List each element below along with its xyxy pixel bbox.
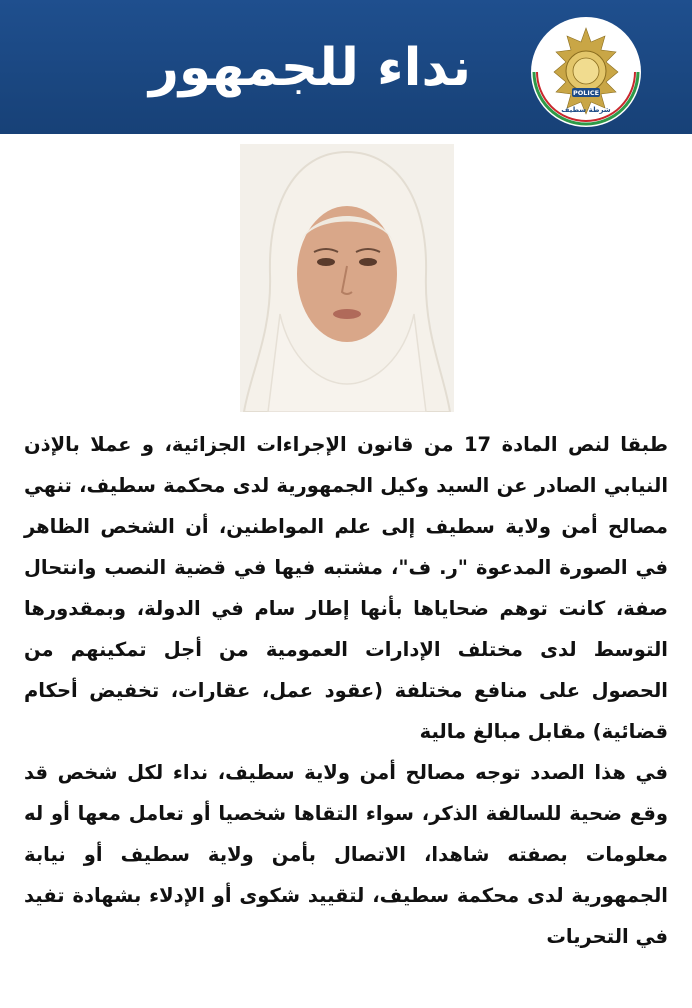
police-logo (530, 16, 642, 128)
notice-paragraph-1: طبقا لنص المادة 17 من قانون الإجراءات الجزائية، و عملا بالإذن النيابي الصادر عن السيد وكيل الجمهورية لدى محكمة سطيف، تنهي مصالح أمن ولاية سطيف إلى علم المواطنين، أن الشخص الظاهر في الصورة المدعوة "ر. ف"، مشتبه فيها في قضية النصب وانتحال صفة، كانت توهم ضحاياها بأنها إطار سام في الدولة، وبمقدورها التوسط لدى مختلف الإدارات العمومية من أجل تمكينهم من الحصول على منافع مختلفة (عقود عمل، عقارات، تخفيض أحكام قضائية) مقابل مبالغ مالية (24, 433, 668, 743)
notice-paragraph-2: في هذا الصدد توجه مصالح أمن ولاية سطيف، نداء لكل شخص قد وقع ضحية للسالفة الذكر، سواء التقاها شخصيا أو تعامل معها أو له معلومات بصفته شاهدا، الاتصال بأمن ولاية سطيف أو نيابة الجمهورية لدى محكمة سطيف، لتقييد شكوى أو الإدلاء بشهادة تفيد في التحريات (24, 761, 668, 948)
header-banner (0, 0, 692, 134)
page-title: نداء للجمهور (148, 38, 472, 98)
suspect-photo (240, 144, 454, 412)
logo-caption: شرطة سطيف (561, 106, 611, 114)
notice-body (24, 424, 668, 957)
logo-police-text: POLICE (572, 89, 600, 97)
